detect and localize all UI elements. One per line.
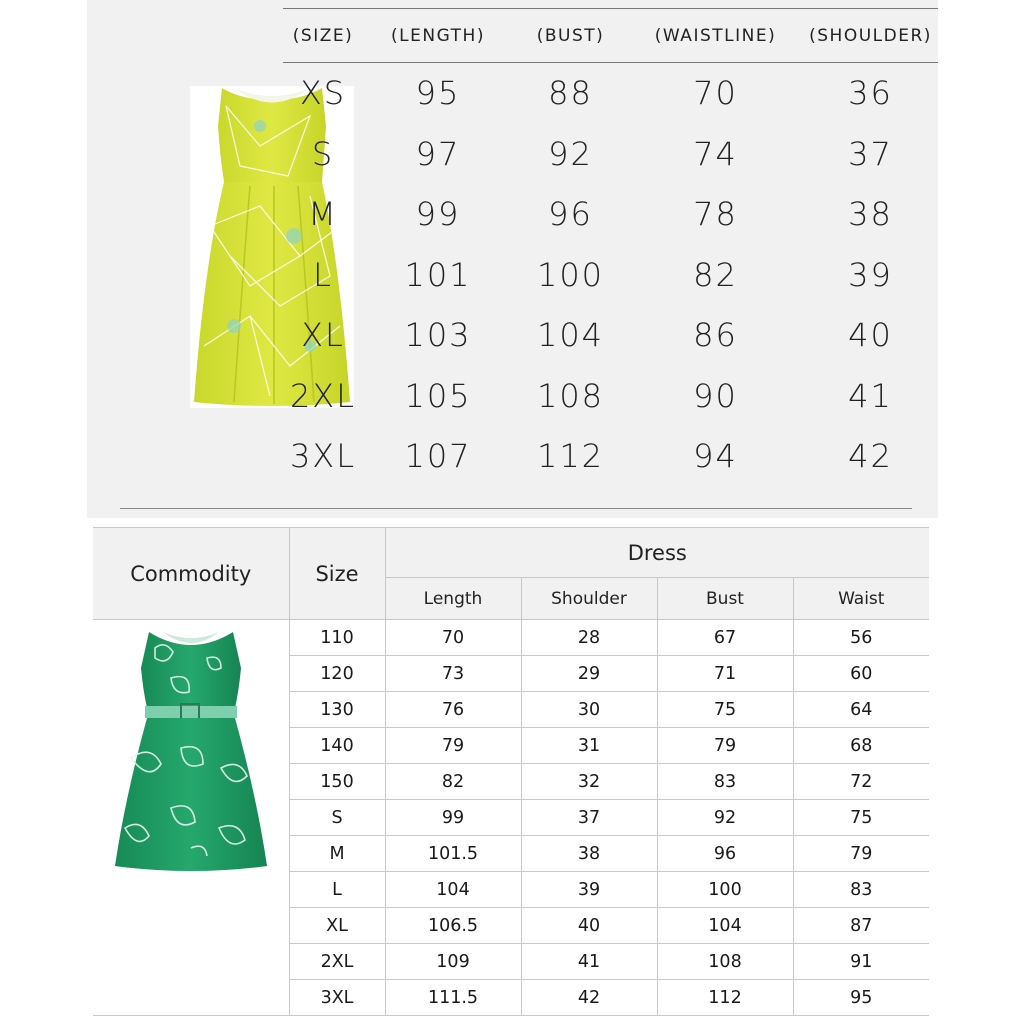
cell-length: 70 bbox=[385, 620, 521, 656]
cell-length: 76 bbox=[385, 692, 521, 728]
top-table-row bbox=[283, 245, 938, 306]
top-cell-size: 3XL bbox=[289, 437, 357, 476]
top-table-row bbox=[283, 184, 938, 245]
cell-waist: 75 bbox=[793, 800, 929, 836]
top-cell-shoulder: 37 bbox=[848, 134, 893, 173]
cell-waist: 79 bbox=[793, 836, 929, 872]
top-table-row bbox=[283, 366, 938, 427]
top-cell-shoulder: 40 bbox=[848, 316, 893, 355]
cell-waist: 72 bbox=[793, 764, 929, 800]
header-length: (LENGTH) bbox=[391, 25, 485, 46]
top-cell-bust: 104 bbox=[536, 316, 605, 355]
cell-shoulder: 30 bbox=[521, 692, 657, 728]
top-cell-shoulder: 38 bbox=[848, 195, 893, 234]
cell-length: 111.5 bbox=[385, 980, 521, 1016]
cell-size: S bbox=[289, 800, 385, 836]
top-cell-waistline: 94 bbox=[693, 437, 738, 476]
cell-length: 104 bbox=[385, 872, 521, 908]
cell-waist: 64 bbox=[793, 692, 929, 728]
top-table-row bbox=[283, 426, 938, 487]
cell-shoulder: 31 bbox=[521, 728, 657, 764]
top-cell-length: 105 bbox=[404, 376, 472, 415]
cell-waist: 91 bbox=[793, 944, 929, 980]
top-cell-length: 101 bbox=[404, 255, 472, 294]
cell-shoulder: 39 bbox=[521, 872, 657, 908]
cell-size: M bbox=[289, 836, 385, 872]
top-table-body bbox=[283, 63, 938, 487]
cell-shoulder: 41 bbox=[521, 944, 657, 980]
commodity-header: Commodity bbox=[93, 528, 289, 620]
cell-shoulder: 38 bbox=[521, 836, 657, 872]
cell-bust: 83 bbox=[657, 764, 793, 800]
bust-header: Bust bbox=[657, 578, 793, 620]
top-cell-shoulder: 42 bbox=[848, 437, 893, 476]
cell-waist: 95 bbox=[793, 980, 929, 1016]
header-bust: (BUST) bbox=[536, 25, 605, 46]
top-size-chart bbox=[87, 0, 938, 518]
green-dress-image bbox=[93, 620, 289, 1016]
table-row bbox=[93, 620, 929, 656]
cell-size: 3XL bbox=[289, 980, 385, 1016]
cell-bust: 75 bbox=[657, 692, 793, 728]
top-cell-size: S bbox=[311, 134, 335, 173]
cell-bust: 108 bbox=[657, 944, 793, 980]
cell-bust: 112 bbox=[657, 980, 793, 1016]
top-cell-bust: 92 bbox=[548, 134, 593, 173]
top-cell-length: 107 bbox=[404, 437, 472, 476]
size-header: Size bbox=[289, 528, 385, 620]
cell-length: 99 bbox=[385, 800, 521, 836]
top-cell-length: 99 bbox=[415, 195, 461, 234]
cell-waist: 87 bbox=[793, 908, 929, 944]
cell-shoulder: 37 bbox=[521, 800, 657, 836]
top-cell-waistline: 70 bbox=[693, 74, 738, 113]
header-waistline: (WAISTLINE) bbox=[654, 25, 777, 46]
shoulder-header: Shoulder bbox=[521, 578, 657, 620]
top-cell-length: 97 bbox=[415, 134, 461, 173]
top-cell-size: XL bbox=[301, 316, 345, 355]
cell-waist: 83 bbox=[793, 872, 929, 908]
top-cell-waistline: 90 bbox=[693, 376, 738, 415]
cell-length: 106.5 bbox=[385, 908, 521, 944]
bottom-size-table bbox=[93, 527, 929, 1016]
cell-length: 79 bbox=[385, 728, 521, 764]
top-cell-waistline: 82 bbox=[693, 255, 738, 294]
top-table-header bbox=[283, 8, 938, 63]
waist-header: Waist bbox=[793, 578, 929, 620]
cell-size: 110 bbox=[289, 620, 385, 656]
cell-shoulder: 40 bbox=[521, 908, 657, 944]
cell-size: 150 bbox=[289, 764, 385, 800]
header-shoulder: (SHOULDER) bbox=[809, 25, 932, 46]
cell-length: 101.5 bbox=[385, 836, 521, 872]
cell-bust: 92 bbox=[657, 800, 793, 836]
cell-bust: 71 bbox=[657, 656, 793, 692]
cell-size: 120 bbox=[289, 656, 385, 692]
cell-bust: 100 bbox=[657, 872, 793, 908]
cell-waist: 68 bbox=[793, 728, 929, 764]
top-cell-waistline: 74 bbox=[693, 134, 738, 173]
top-table-row bbox=[283, 124, 938, 185]
top-cell-waistline: 86 bbox=[693, 316, 738, 355]
top-cell-bust: 112 bbox=[536, 437, 605, 476]
cell-length: 109 bbox=[385, 944, 521, 980]
cell-shoulder: 29 bbox=[521, 656, 657, 692]
cell-length: 73 bbox=[385, 656, 521, 692]
cell-bust: 104 bbox=[657, 908, 793, 944]
cell-bust: 79 bbox=[657, 728, 793, 764]
top-cell-shoulder: 36 bbox=[848, 74, 893, 113]
cell-size: L bbox=[289, 872, 385, 908]
top-size-table bbox=[283, 8, 938, 487]
top-cell-size: 2XL bbox=[289, 376, 357, 415]
top-cell-bust: 96 bbox=[548, 195, 593, 234]
top-cell-shoulder: 41 bbox=[848, 376, 893, 415]
top-table-row bbox=[283, 305, 938, 366]
top-cell-length: 95 bbox=[415, 74, 461, 113]
divider-line bbox=[120, 508, 912, 509]
top-cell-shoulder: 39 bbox=[848, 255, 893, 294]
cell-bust: 67 bbox=[657, 620, 793, 656]
cell-waist: 60 bbox=[793, 656, 929, 692]
cell-size: 140 bbox=[289, 728, 385, 764]
cell-shoulder: 28 bbox=[521, 620, 657, 656]
top-cell-bust: 88 bbox=[548, 74, 593, 113]
top-cell-length: 103 bbox=[404, 316, 472, 355]
top-table-row bbox=[283, 63, 938, 124]
top-cell-bust: 108 bbox=[536, 376, 605, 415]
dress-group-header: Dress bbox=[385, 528, 929, 578]
cell-shoulder: 32 bbox=[521, 764, 657, 800]
bottom-table-body bbox=[93, 620, 929, 1016]
cell-size: 130 bbox=[289, 692, 385, 728]
cell-bust: 96 bbox=[657, 836, 793, 872]
length-header: Length bbox=[385, 578, 521, 620]
top-cell-waistline: 78 bbox=[693, 195, 738, 234]
top-cell-bust: 100 bbox=[536, 255, 605, 294]
cell-shoulder: 42 bbox=[521, 980, 657, 1016]
top-cell-size: XS bbox=[299, 74, 347, 113]
top-cell-size: L bbox=[313, 255, 333, 294]
cell-length: 82 bbox=[385, 764, 521, 800]
cell-size: XL bbox=[289, 908, 385, 944]
cell-waist: 56 bbox=[793, 620, 929, 656]
green-dress-icon bbox=[111, 628, 271, 888]
top-cell-size: M bbox=[308, 195, 338, 234]
cell-size: 2XL bbox=[289, 944, 385, 980]
header-size: (SIZE) bbox=[292, 25, 354, 46]
